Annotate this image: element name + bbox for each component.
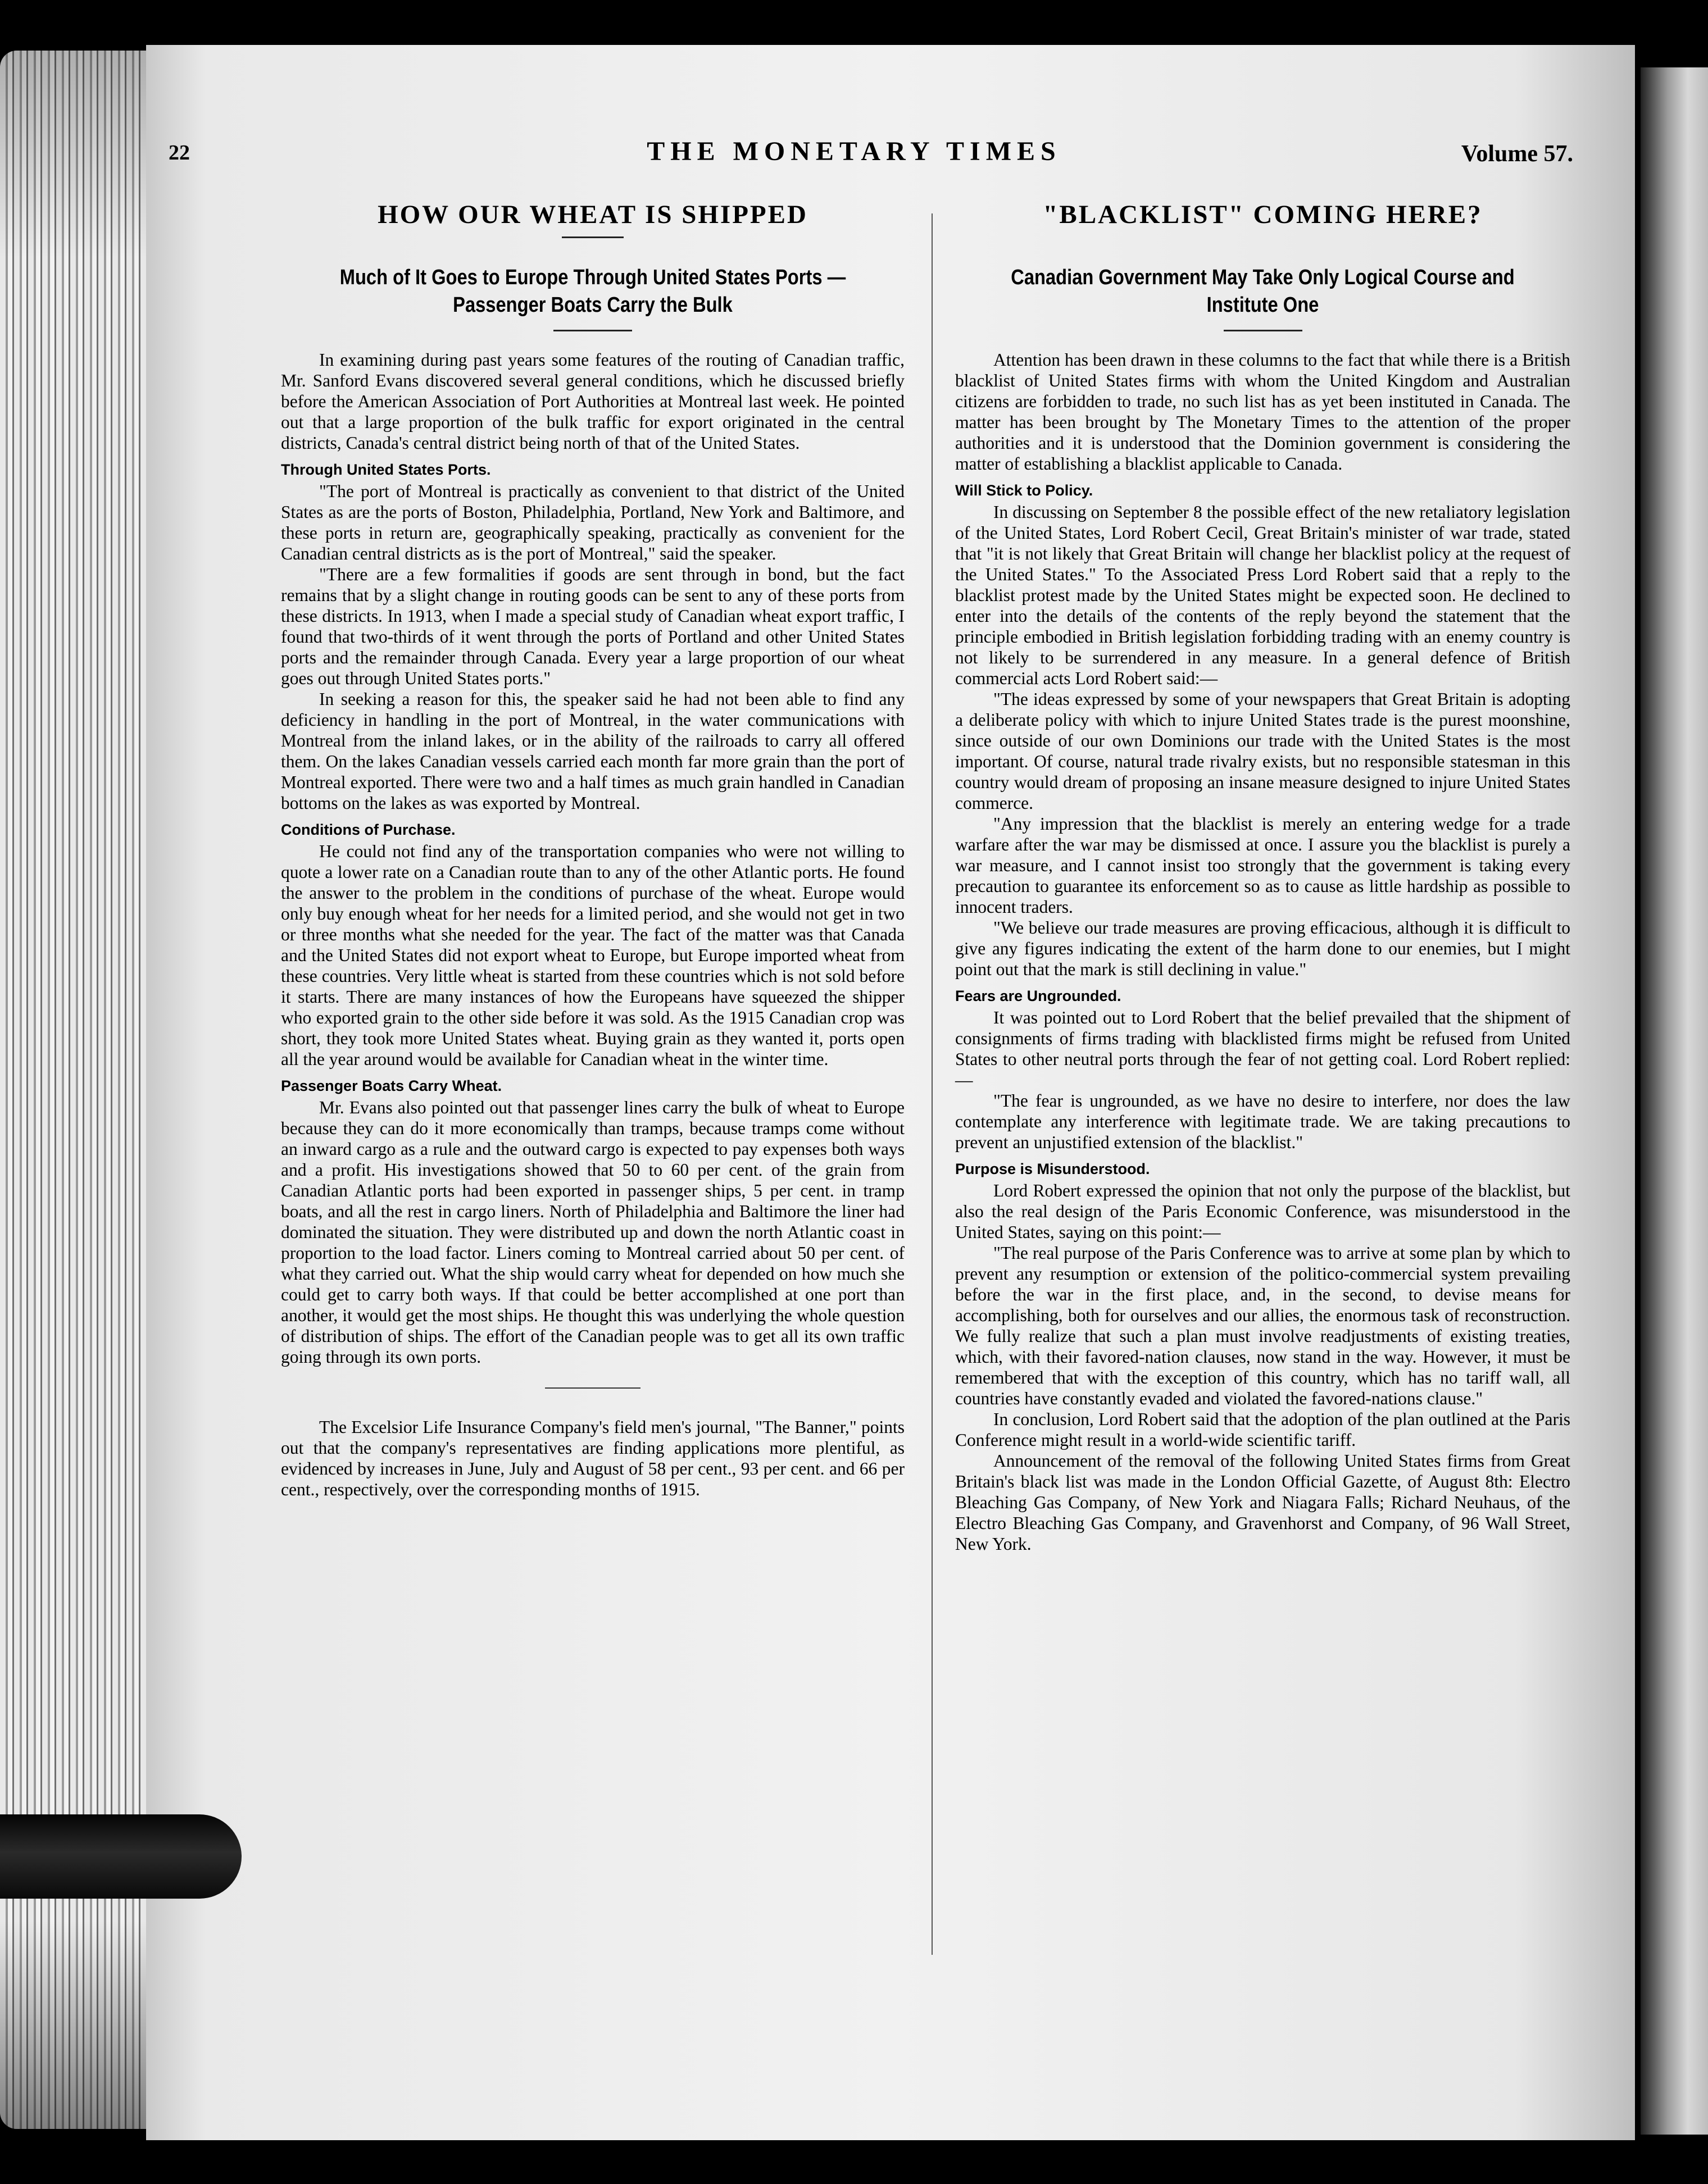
paragraph: In conclusion, Lord Robert said that the adoption of the plan outlined at the Paris Conference might result in a world-wide scientific tariff. xyxy=(955,1409,1570,1450)
paragraph: Lord Robert expressed the opinion that not only the purpose of the blacklist, but also the real design of the Paris Economic Conference, was misunderstood in the United States, saying on this point:— xyxy=(955,1180,1570,1242)
paragraph: In examining during past years some features of the routing of Canadian traffic, Mr. Sanford Evans discovered several general conditions, which he discussed briefly before the American Association of Port Authorities at Montreal last week. He pointed out that a large proportion of the bulk traffic for export originated in the central districts, Canada's central district being north of that of the United States. xyxy=(281,349,905,453)
paragraph: Announcement of the removal of the following United States firms from Great Britain's black list was made in the London Official Gazette, of August 8th: Electro Bleaching Gas Company, of New York and Niagara Falls; Richard Neuhaus, of the Electro Bleaching Gas Company, and Gravenhorst and Company, of 96 Wall Street, New York. xyxy=(955,1450,1570,1554)
paragraph: "There are a few formalities if goods are sent through in bond, but the fact remains that by a slight change in routing goods can be sent to any of these ports from these districts. In 1913, when I made a special study of Canadian wheat export traffic, I found that two-thirds of it went through the ports of Portland and other United States ports and the remainder through Canada. Every year a large proportion of our wheat goes out through United States ports." xyxy=(281,564,905,688)
paragraph: "We believe our trade measures are proving efficacious, although it is difficult to give any figures indicating the extent of the harm done to our enemies, but I might point out that the mark is still declining in value." xyxy=(955,917,1570,979)
paragraph: It was pointed out to Lord Robert that the belief prevailed that the shipment of consignments of firms trading with blacklisted firms might be refused from United States to other neutral ports through the fear of not getting coal. Lord Robert replied:— xyxy=(955,1007,1570,1090)
section-heading: Through United States Ports. xyxy=(281,461,491,478)
paragraph: "The fear is ungrounded, as we have no desire to interfere, nor does the law contemplate any interference with legitimate trade. We are taking precautions to prevent an unjustified extension of the blacklist." xyxy=(955,1090,1570,1152)
volume-label: Volume 57. xyxy=(1461,141,1573,167)
section-heading: Passenger Boats Carry Wheat. xyxy=(281,1077,502,1094)
subhead-rule xyxy=(553,330,632,331)
headline-rule xyxy=(562,236,624,238)
page-number: 22 xyxy=(169,141,190,165)
paragraph: The Excelsior Life Insurance Company's field men's journal, "The Banner," points out that the company's representatives are finding applications more plentiful, as evidenced by increases in June, July and August of 58 per cent., 93 per cent. and 66 per cent., respectively, over the corresponding months of 1915. xyxy=(281,1417,905,1499)
next-page-edge xyxy=(1641,67,1708,2135)
column-divider xyxy=(932,213,933,1955)
subhead-rule xyxy=(1224,330,1302,331)
section-heading: Fears are Ungrounded. xyxy=(955,987,1121,1004)
article-headline: "BLACKLIST" COMING HERE? xyxy=(1043,200,1483,229)
paragraph: "Any impression that the blacklist is merely an entering wedge for a trade warfare after the war may be dismissed at once. I assure you the blacklist is purely a war measure, and I cannot insist too strongly that the government is taking every precaution to guarantee its enforcement so as to cause as little hardship as possible to innocent traders. xyxy=(955,813,1570,917)
section-heading: Will Stick to Policy. xyxy=(955,481,1093,499)
article-headline: HOW OUR WHEAT IS SHIPPED xyxy=(378,200,808,229)
separator-rule xyxy=(545,1387,640,1389)
paragraph: Mr. Evans also pointed out that passenger lines carry the bulk of wheat to Europe because they can do it more economically than tramps, because tramps come without an inward cargo as a rule and the outward cargo is expected to pay expenses both ways and a profit. His investigations showed that 50 to 60 per cent. of the grain from Canadian Atlantic ports had been exported in passenger ships, 5 per cent. in tramp boats, and all the rest in cargo liners. North of Philadelphia and Baltimore the liner had dominated the situation. They were distributed up and down the north Atlantic coast in proportion to the load factor. Liners coming to Montreal carried about 50 per cent. of what they carried out. What the ship would carry wheat for depended on how much she could get to carry both ways. If that could be better accomplished at one port than another, it would get the most ships. He thought this was underlying the whole question of distribution of ships. The effort of the Canadian people was to get all its own traffic going through its own ports. xyxy=(281,1097,905,1367)
article-subhead: Canadian Government May Take Only Logical Course and Institute One xyxy=(1011,266,1515,317)
left-article xyxy=(281,199,905,1500)
paragraph: "The real purpose of the Paris Conference was to arrive at some plan by which to prevent any resumption or extension of the politico-commercial system prevailing before the war in the first place, and, in the second, to devise means for accomplishing, both for ourselves and our allies, the enormous task of reconstruction. We fully realize that such a plan must involve readjustments of existing treaties, which, with their favored-nation clauses, now stand in the way. However, it must be remembered that with the exception of this country, which has no tariff wall, all countries have constantly evaded and violated the favored-nations clause." xyxy=(955,1243,1570,1408)
journal-title: THE MONETARY TIMES xyxy=(647,136,1061,166)
paragraph: He could not find any of the transportation companies who were not willing to quote a lower rate on a Canadian route than to any of the other Atlantic ports. He found the answer to the problem in the conditions of purchase of the wheat. Europe would only buy enough wheat for her needs for a limited period, and she would not get in two or three months what she needed for the year. The fact of the matter was that Canada and the United States did not export wheat to Europe, but Europe imported wheat from these countries. Very little wheat is started from these countries which is not sold before it starts. There are many instances of how the Europeans have squeezed the shipper who exported grain to the other side before it was sold. As the 1915 Canadian crop was short, they took more United States wheat. Buying grain as they wanted it, ports open all the year around would be available for Canadian wheat in the winter time. xyxy=(281,841,905,1069)
paragraph: Attention has been drawn in these columns to the fact that while there is a British blacklist of United States firms with whom the United Kingdom and Australian citizens are forbidden to trade, no such list has as yet been instituted in Canada. The matter has been brought by The Monetary Times to the attention of the proper authorities and it is understood that the Dominion government is considering the matter of establishing a blacklist applicable to Canada. xyxy=(955,349,1570,474)
section-heading: Purpose is Misunderstood. xyxy=(955,1160,1150,1177)
article-subhead: Much of It Goes to Europe Through United States Ports —Passenger Boats Carry the Bulk xyxy=(339,266,846,317)
binder-ring xyxy=(0,1814,242,1899)
right-article xyxy=(955,199,1570,1554)
paragraph: In seeking a reason for this, the speaker said he had not been able to find any deficiency in handling in the port of Montreal, in the water communications with Montreal from the inland lakes, or in the ability of the railroads to carry all offered them. On the lakes Canadian vessels carried each month far more grain than the port of Montreal exported. There were two and a half times as much grain handled in Canadian bottoms on the lakes as was exported by Montreal. xyxy=(281,689,905,813)
paragraph: "The port of Montreal is practically as convenient to that district of the United States as are the ports of Boston, Philadelphia, Portland, New York and Baltimore, and these ports in return are, geographically speaking, practically as convenient for the Canadian central districts as is the port of Montreal," said the speaker. xyxy=(281,481,905,563)
section-heading: Conditions of Purchase. xyxy=(281,821,456,838)
running-header xyxy=(169,136,1573,180)
paragraph: "The ideas expressed by some of your newspapers that Great Britain is adopting a deliberate policy with which to injure United States trade is the purest moonshine, since outside of our own Dominions our trade with the United States is the most important. Of course, natural trade rivalry exists, but no responsible statesman in this country would dream of proposing an insane measure designed to injure United States commerce. xyxy=(955,689,1570,813)
paragraph: In discussing on September 8 the possible effect of the new retaliatory legislation of the United States, Lord Robert Cecil, Great Britain's minister of war trade, stated that "it is not likely that Great Britain will change her blacklist policy at the request of the United States." To the Associated Press Lord Robert said that a reply to the blacklist protest made by the United States might be expected soon. He declined to enter into the details of the contents of the reply beyond the statement that the principle embodied in British legislation forbidding trading with an enemy country is not likely to be surrendered in any measure. In a general defence of British commercial acts Lord Robert said:— xyxy=(955,502,1570,688)
